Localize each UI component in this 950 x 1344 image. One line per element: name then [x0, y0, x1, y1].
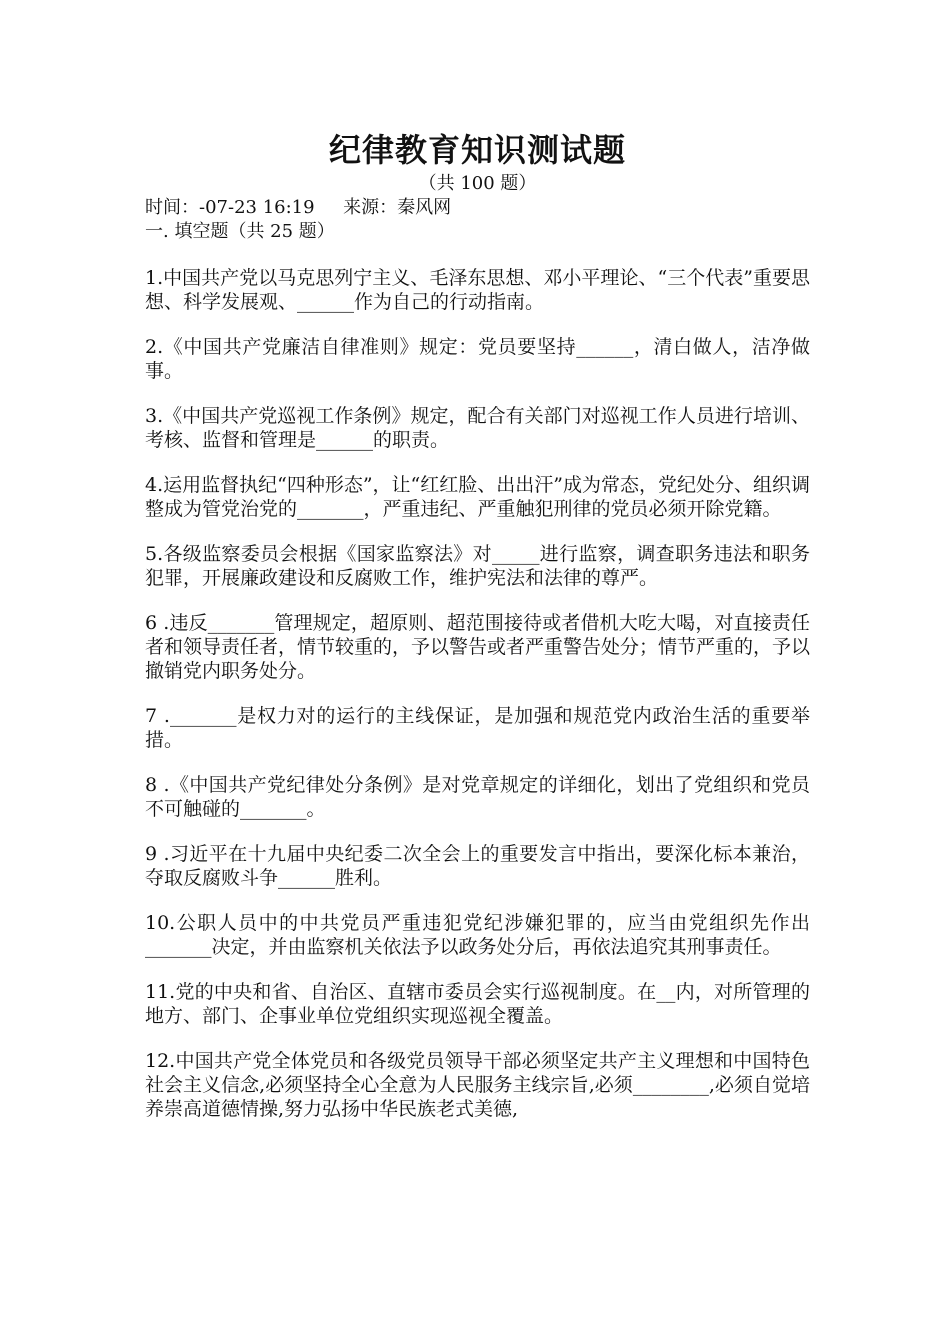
question-2: 2.《中国共产党廉洁自律准则》规定：党员要坚持______，清白做人，洁净做事。 [145, 336, 810, 382]
document-meta: 时间：-07-23 16:19 来源：秦风网 [145, 197, 452, 218]
question-3: 3.《中国共产党巡视工作条例》规定，配合有关部门对巡视工作人员进行培训、考核、监督和管理是______的职责。 [145, 405, 810, 451]
document-page [145, 128, 810, 1142]
question-10: 10.公职人员中的中共党员严重违犯党纪涉嫌犯罪的，应当由党组织先作出_______决定，并由监察机关依法予以政务处分后，再依法追究其刑事责任。 [145, 912, 810, 958]
section-heading: 一. 填空题（共 25 题） [145, 221, 335, 242]
question-9: 9 .习近平在十九届中央纪委二次全会上的重要发言中指出，要深化标本兼治，夺取反腐败斗争______胜利。 [145, 843, 810, 889]
question-11: 11.党的中央和省、自治区、直辖市委员会实行巡视制度。在__内，对所管理的地方、部门、企事业单位党组织实现巡视全覆盖。 [145, 981, 810, 1027]
question-5: 5.各级监察委员会根据《国家监察法》对_____进行监察，调查职务违法和职务犯罪，开展廉政建设和反腐败工作，维护宪法和法律的尊严。 [145, 543, 810, 589]
question-7: 7 ._______是权力对的运行的主线保证，是加强和规范党内政治生活的重要举措。 [145, 705, 810, 751]
document-title: 纪律教育知识测试题 [328, 131, 626, 169]
question-8: 8 .《中国共产党纪律处分条例》是对党章规定的详细化，划出了党组织和党员不可触碰的_______。 [145, 774, 810, 820]
question-6: 6 .违反_______管理规定，超原则、超范围接待或者借机大吃大喝，对直接责任者和领导责任者，情节较重的，予以警告或者严重警告处分；情节严重的，予以撤销党内职务处分。 [145, 612, 811, 682]
document-subtitle: （共 100 题） [418, 173, 537, 194]
question-12: 12.中国共产党全体党员和各级党员领导干部必须坚定共产主义理想和中国特色社会主义信念,必须坚持全心全意为人民服务主线宗旨,必须________,必须自觉培养崇高道德情操,努力弘扬中华民族老式美德, [145, 1050, 810, 1120]
question-4: 4.运用监督执纪“四种形态”，让“红红脸、出出汗”成为常态，党纪处分、组织调整成为管党治党的_______，严重违纪、严重触犯刑律的党员必须开除党籍。 [145, 474, 810, 520]
question-1: 1.中国共产党以马克思列宁主义、毛泽东思想、邓小平理论、“三个代表”重要思想、科学发展观、______作为自己的行动指南。 [145, 267, 810, 313]
